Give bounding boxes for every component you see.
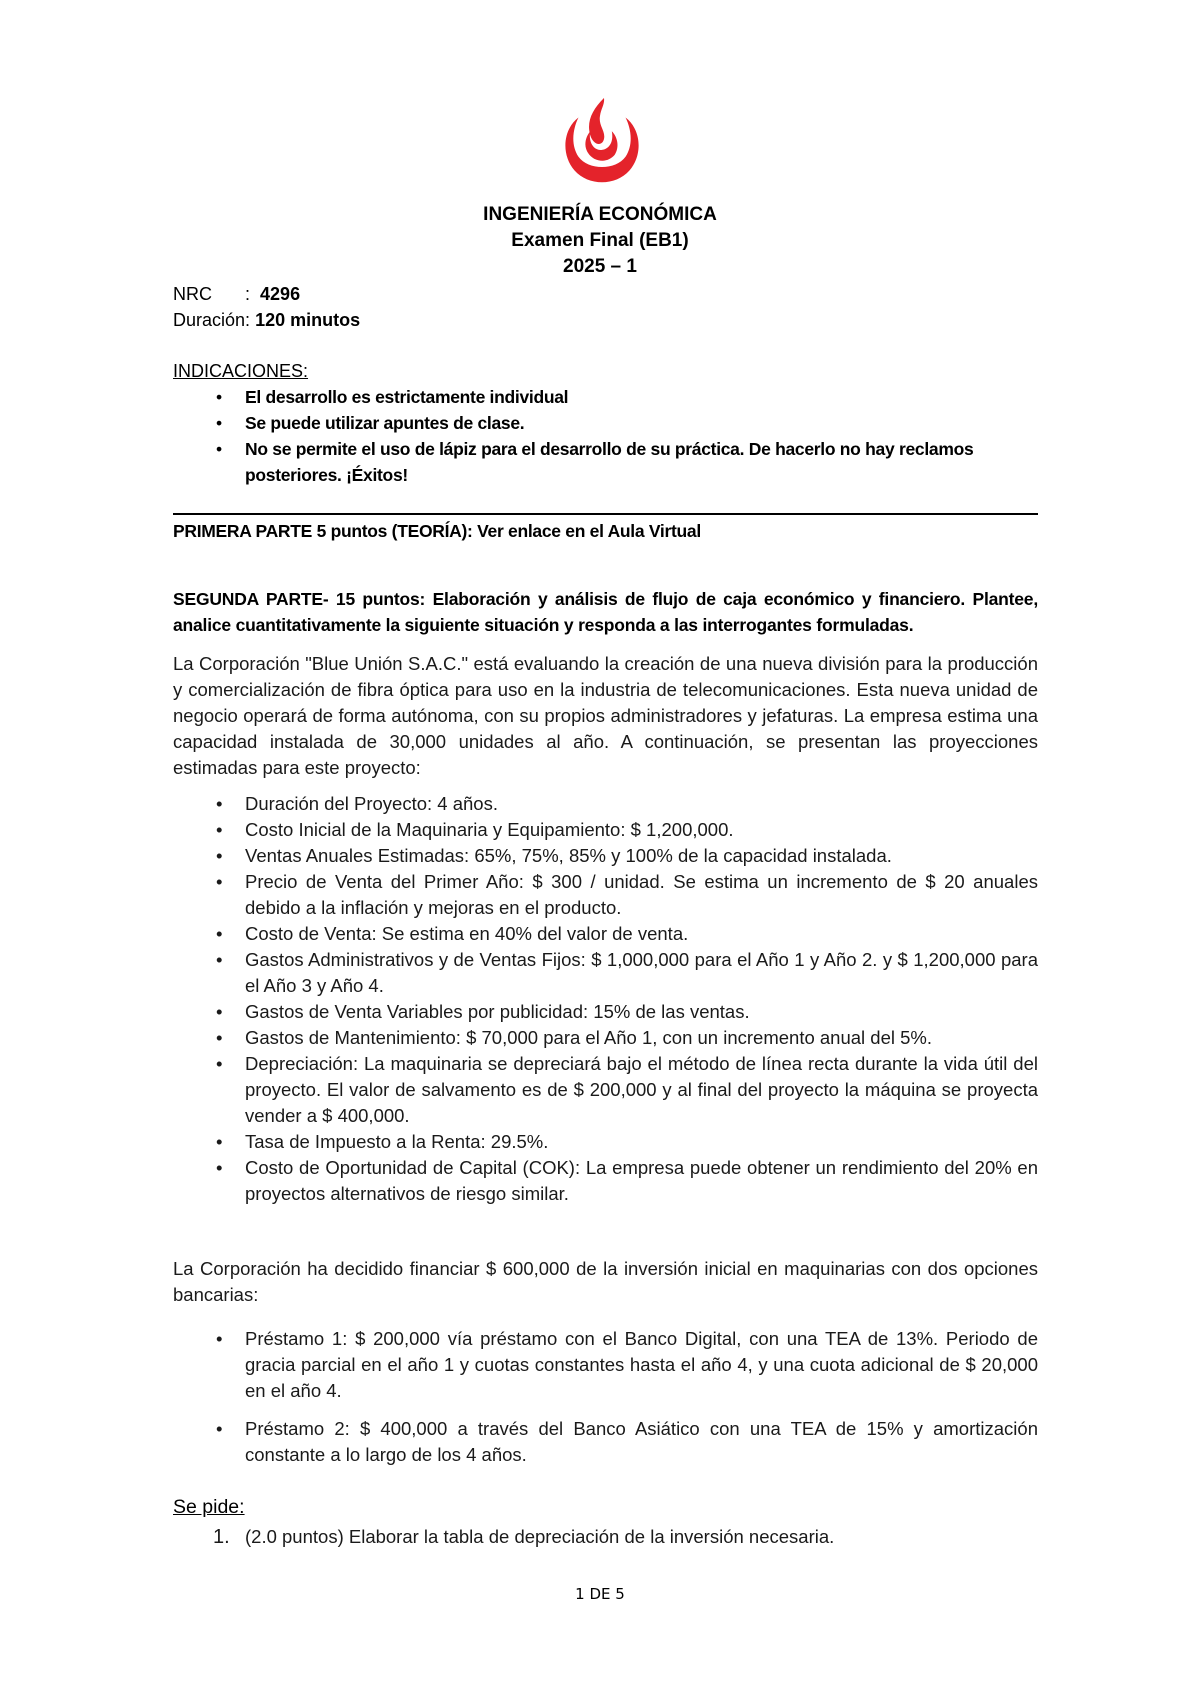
proyecciones-list <box>173 791 1038 1207</box>
indicacion-item: • El desarrollo es estrictamente individual <box>173 384 1038 410</box>
duration-label: Duración: <box>173 310 251 330</box>
proyeccion-item: • Duración del Proyecto: 4 años. <box>173 791 1038 817</box>
exam-header <box>0 202 1200 280</box>
nrc-row <box>173 281 360 307</box>
prestamo-item: • Préstamo 1: $ 200,000 vía préstamo con el Banco Digital, con una TEA de 13%. Periodo de gracia parcial en el año 1 y cuotas constantes hasta el año 4, y una cuota adicional de $ 20,000 en el año 4. <box>173 1326 1038 1404</box>
prestamos-section <box>173 1326 1038 1468</box>
page-number: 1 DE 5 <box>575 1585 625 1603</box>
proyeccion-item: • Gastos de Mantenimiento: $ 70,000 para el Año 1, con un incremento anual del 5%. <box>173 1025 1038 1051</box>
proyeccion-item: • Gastos de Venta Variables por publicidad: 15% de las ventas. <box>173 999 1038 1025</box>
course-title: INGENIERÍA ECONÓMICA <box>483 204 717 225</box>
indicaciones-section <box>173 358 1038 488</box>
exam-meta <box>173 281 360 333</box>
proyeccion-item: • Precio de Venta del Primer Año: $ 300 / unidad. Se estima un incremento de $ 20 anuales debido a la inflación y mejoras en el producto. <box>173 869 1038 921</box>
question-text: (2.0 puntos) Elaborar la tabla de depreciación de la inversión necesaria. <box>245 1526 835 1547</box>
proyeccion-item: • Ventas Anuales Estimadas: 65%, 75%, 85% y 100% de la capacidad instalada. <box>173 843 1038 869</box>
se-pide-heading: Se pide: <box>173 1496 245 1518</box>
indicaciones-list <box>173 384 1038 488</box>
proyecciones-section <box>173 791 1038 1207</box>
indicacion-item: • No se permite el uso de lápiz para el desarrollo de su práctica. De hacerlo no hay reclamos posteriores. ¡Éxitos! <box>173 436 1038 488</box>
section-divider <box>173 513 1038 515</box>
exam-title: Examen Final (EB1) <box>511 230 689 251</box>
proyeccion-item: • Depreciación: La maquinaria se depreciará bajo el método de línea recta durante la vida útil del proyecto. El valor de salvamento es de $ 200,000 y al final del proyecto la máquina se proyecta vender a $ 400,000. <box>173 1051 1038 1129</box>
duration-row <box>173 307 360 333</box>
financiamiento-paragraph: La Corporación ha decidido financiar $ 600,000 de la inversión inicial en maquinarias con dos opciones bancarias: <box>173 1258 1038 1305</box>
duration-value: 120 minutos <box>255 310 361 330</box>
proyeccion-item: • Tasa de Impuesto a la Renta: 29.5%. <box>173 1129 1038 1155</box>
question-number: 1. <box>213 1526 230 1548</box>
nrc-value: 4296 <box>260 284 301 304</box>
prestamo-item: • Préstamo 2: $ 400,000 a través del Banco Asiático con una TEA de 15% y amortización constante a lo largo de los 4 años. <box>173 1416 1038 1468</box>
proyeccion-item: • Costo Inicial de la Maquinaria y Equipamiento: $ 1,200,000. <box>173 817 1038 843</box>
indicaciones-title: INDICACIONES: <box>173 361 309 381</box>
exam-term: 2025 – 1 <box>563 256 637 277</box>
prestamos-list <box>173 1326 1038 1468</box>
indicacion-item: • Se puede utilizar apuntes de clase. <box>173 410 1038 436</box>
proyeccion-item: • Gastos Administrativos y de Ventas Fijos: $ 1,000,000 para el Año 1 y Año 2. y $ 1,200,000 para el Año 3 y Año 4. <box>173 947 1038 999</box>
intro-paragraph: La Corporación "Blue Unión S.A.C." está evaluando la creación de una nueva división para la producción y comercialización de fibra óptica para uso en la industria de telecomunicaciones. Esta nueva unidad de negocio operará de forma autónoma, con su propios administradores y jefaturas. La empresa estima una capacidad instalada de 30,000 unidades al año. A continuación, se presentan las proyecciones estimadas para este proyecto: <box>173 653 1038 778</box>
primera-parte-heading: PRIMERA PARTE 5 puntos (TEORÍA): Ver enlace en el Aula Virtual <box>173 521 701 541</box>
proyeccion-item: • Costo de Venta: Se estima en 40% del valor de venta. <box>173 921 1038 947</box>
proyeccion-item: • Costo de Oportunidad de Capital (COK): La empresa puede obtener un rendimiento del 20% en proyectos alternativos de riesgo similar. <box>173 1155 1038 1207</box>
upc-logo-icon <box>553 96 651 194</box>
nrc-label: NRC <box>173 284 212 304</box>
question-1 <box>173 1524 834 1550</box>
nrc-sep: : <box>245 284 251 304</box>
segunda-parte-heading: SEGUNDA PARTE- 15 puntos: Elaboración y análisis de flujo de caja económico y financiero. Plantee, analice cuantitativamente la siguiente situación y responda a las interrogantes formuladas. <box>173 589 1038 635</box>
